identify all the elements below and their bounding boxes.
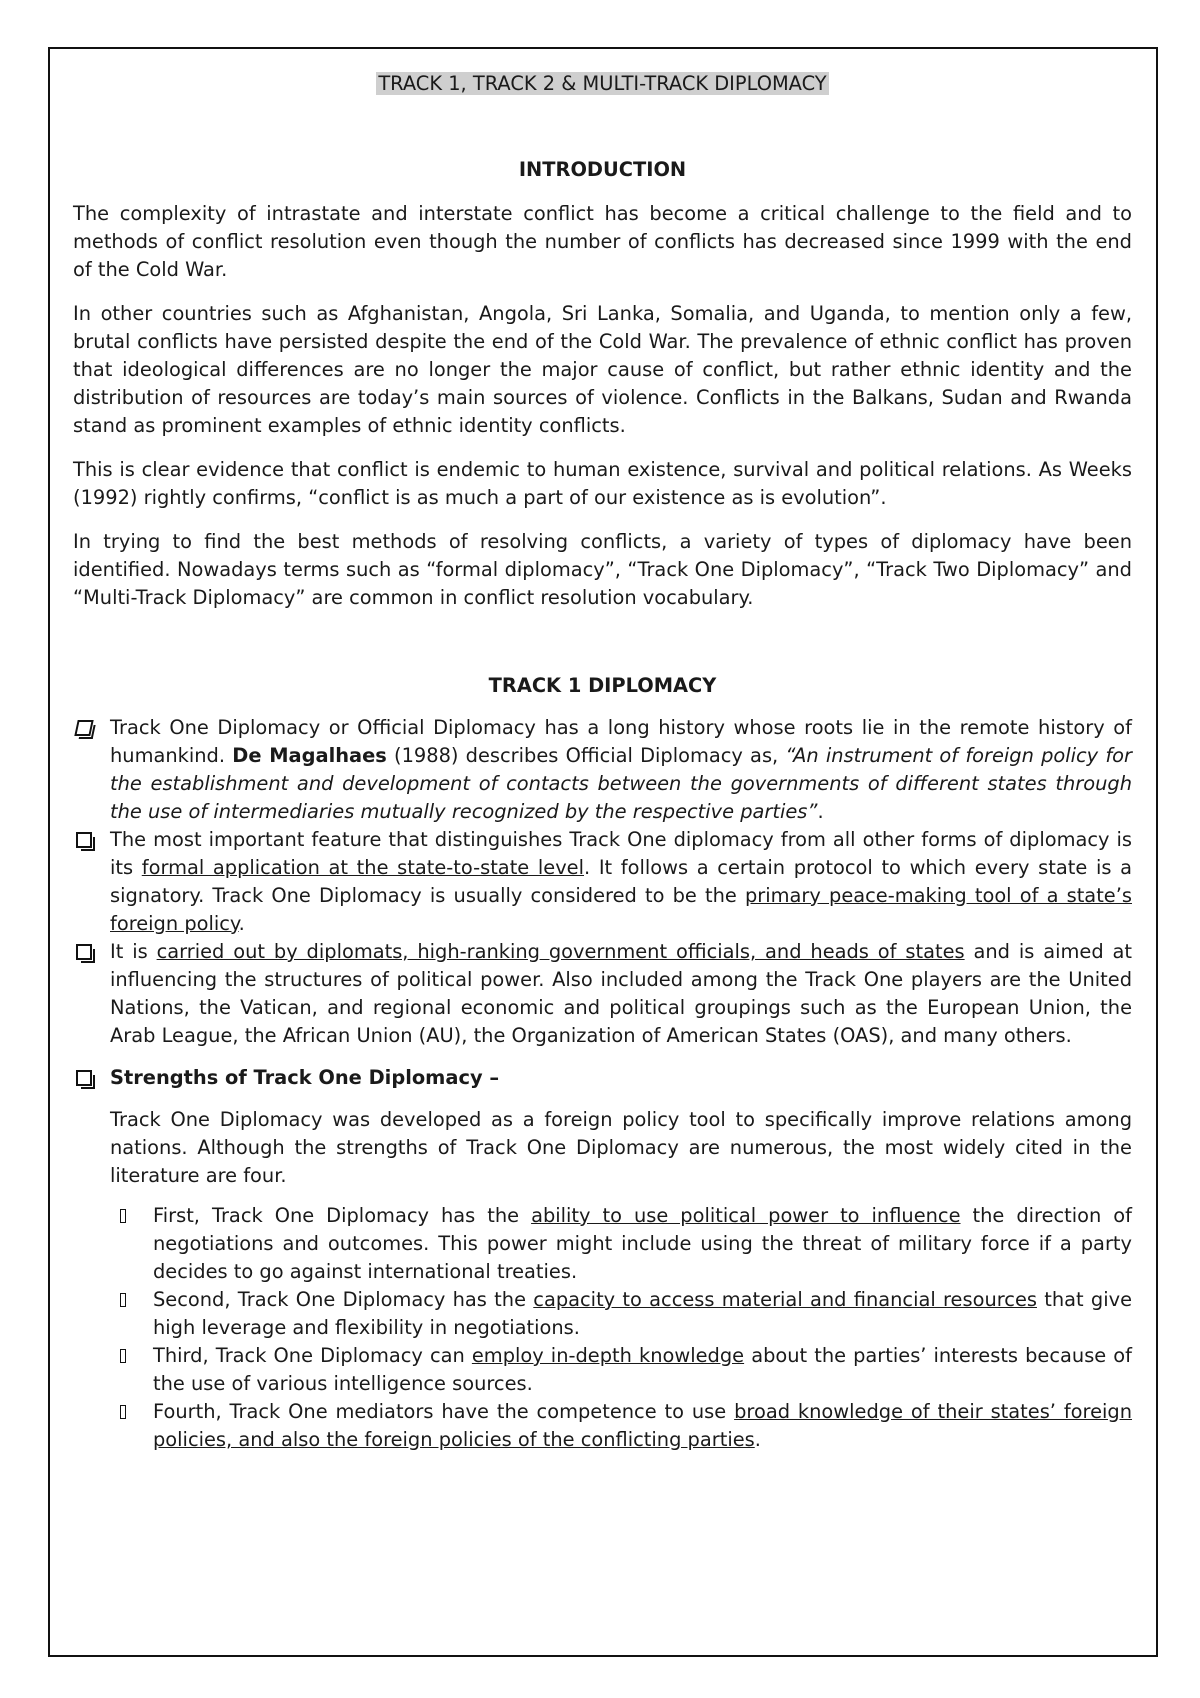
missing-glyph-bullet-icon (118, 1398, 128, 1420)
list-item: The most important feature that distinguishes Track One diplomacy from all other forms of diplomacy is its formal application at the state-to-state level. It follows a certain protocol to which every state is a signatory. Track One Diplomacy is usually considered to be the primary peace-making tool of a state’s foreign policy. (73, 826, 1132, 938)
document-title (73, 70, 1132, 98)
strengths-list (110, 1202, 1132, 1454)
list-item: Third, Track One Diplomacy can employ in-depth knowledge about the parties’ interests because of the use of various intelligence sources. (110, 1342, 1132, 1398)
checkbox-bullet-icon (74, 720, 93, 736)
checkbox-bullet-icon (76, 832, 92, 848)
track1-heading: TRACK 1 DIPLOMACY (488, 674, 717, 697)
strengths-heading-item (73, 1064, 1132, 1092)
document-body (73, 70, 1132, 1454)
list-item: Fourth, Track One mediators have the competence to use broad knowledge of their states’ foreign policies, and also the foreign policies of the conflicting parties. (110, 1398, 1132, 1454)
list-item: It is carried out by diplomats, high-ranking government officials, and heads of states and is aimed at influencing the structures of political power. Also included among the Track One players are the United Nations, the Vatican, and regional economic and political groupings such as the European Union, the Arab League, the African Union (AU), the Organization of American States (OAS), and many others. (73, 938, 1132, 1050)
definition-quote: “An instrument of foreign policy for the establishment and development of contacts between the governments of different states through the use of intermediaries mutually recognized by the respective parties” (110, 744, 1133, 823)
underlined-phrase: capacity to access material and financial resources (533, 1288, 1037, 1311)
checkbox-bullet-icon (76, 944, 92, 960)
underlined-phrase: broad knowledge of their states’ foreign policies, and also the foreign policies of the conflicting parties (153, 1400, 1133, 1451)
strengths-intro: Track One Diplomacy was developed as a foreign policy tool to specifically improve relations among nations. Although the strengths of Track One Diplomacy are numerous, the most widely cited in the literature are four. (110, 1108, 1132, 1187)
list-item: Second, Track One Diplomacy has the capacity to access material and financial resources that give high leverage and flexibility in negotiations. (110, 1286, 1132, 1342)
intro-paragraph-3: This is clear evidence that conflict is endemic to human existence, survival and political relations. As Weeks (1992) rightly confirms, “conflict is as much a part of our existence as is evolution”. (73, 458, 1132, 509)
underlined-phrase: employ in-depth knowledge (471, 1344, 745, 1367)
underlined-phrase: ability to use political power to influence (531, 1204, 961, 1227)
missing-glyph-bullet-icon (118, 1202, 128, 1224)
underlined-phrase: formal application at the state-to-state level (141, 856, 584, 879)
underlined-phrase: primary peace-making tool of a state’s foreign policy (110, 884, 1132, 935)
list-item: Track One Diplomacy or Official Diplomacy has a long history whose roots lie in the remote history of humankind. De Magalhaes (1988) describes Official Diplomacy as, “An instrument of foreign policy for the establishment and development of contacts between the governments of different states through the use of intermediaries mutually recognized by the respective parties”. (73, 714, 1132, 826)
track1-bullet-list (73, 714, 1132, 1092)
underlined-phrase: carried out by diplomats, high-ranking government officials, and heads of states (156, 940, 965, 963)
strengths-heading: Strengths of Track One Diplomacy – (110, 1066, 500, 1089)
document-title-text: TRACK 1, TRACK 2 & MULTI-TRACK DIPLOMACY (378, 72, 827, 95)
list-item: First, Track One Diplomacy has the ability to use political power to influence the direction of negotiations and outcomes. This power might include using the threat of military force if a party decides to go against international treaties. (110, 1202, 1132, 1286)
intro-paragraph-2: In other countries such as Afghanistan, Angola, Sri Lanka, Somalia, and Uganda, to mention only a few, brutal conflicts have persisted despite the end of the Cold War. The prevalence of ethnic conflict has proven that ideological differences are no longer the major cause of conflict, but rather ethnic identity and the distribution of resources are today’s main sources of violence. Conflicts in the Balkans, Sudan and Rwanda stand as prominent examples of ethnic identity conflicts. (73, 302, 1132, 437)
checkbox-bullet-icon (76, 1070, 92, 1086)
author-name: De Magalhaes (232, 744, 387, 767)
missing-glyph-bullet-icon (118, 1286, 128, 1308)
introduction-heading: INTRODUCTION (518, 158, 687, 181)
missing-glyph-bullet-icon (118, 1342, 128, 1364)
intro-paragraph-4: In trying to find the best methods of resolving conflicts, a variety of types of diplomacy have been identified. Nowadays terms such as “formal diplomacy”, “Track One Diplomacy”, “Track Two Diplomacy” and “Multi-Track Diplomacy” are common in conflict resolution vocabulary. (73, 530, 1132, 609)
intro-paragraph-1: The complexity of intrastate and interstate conflict has become a critical challenge to the field and to methods of conflict resolution even though the number of conflicts has decreased since 1999 with the end of the Cold War. (73, 202, 1132, 281)
